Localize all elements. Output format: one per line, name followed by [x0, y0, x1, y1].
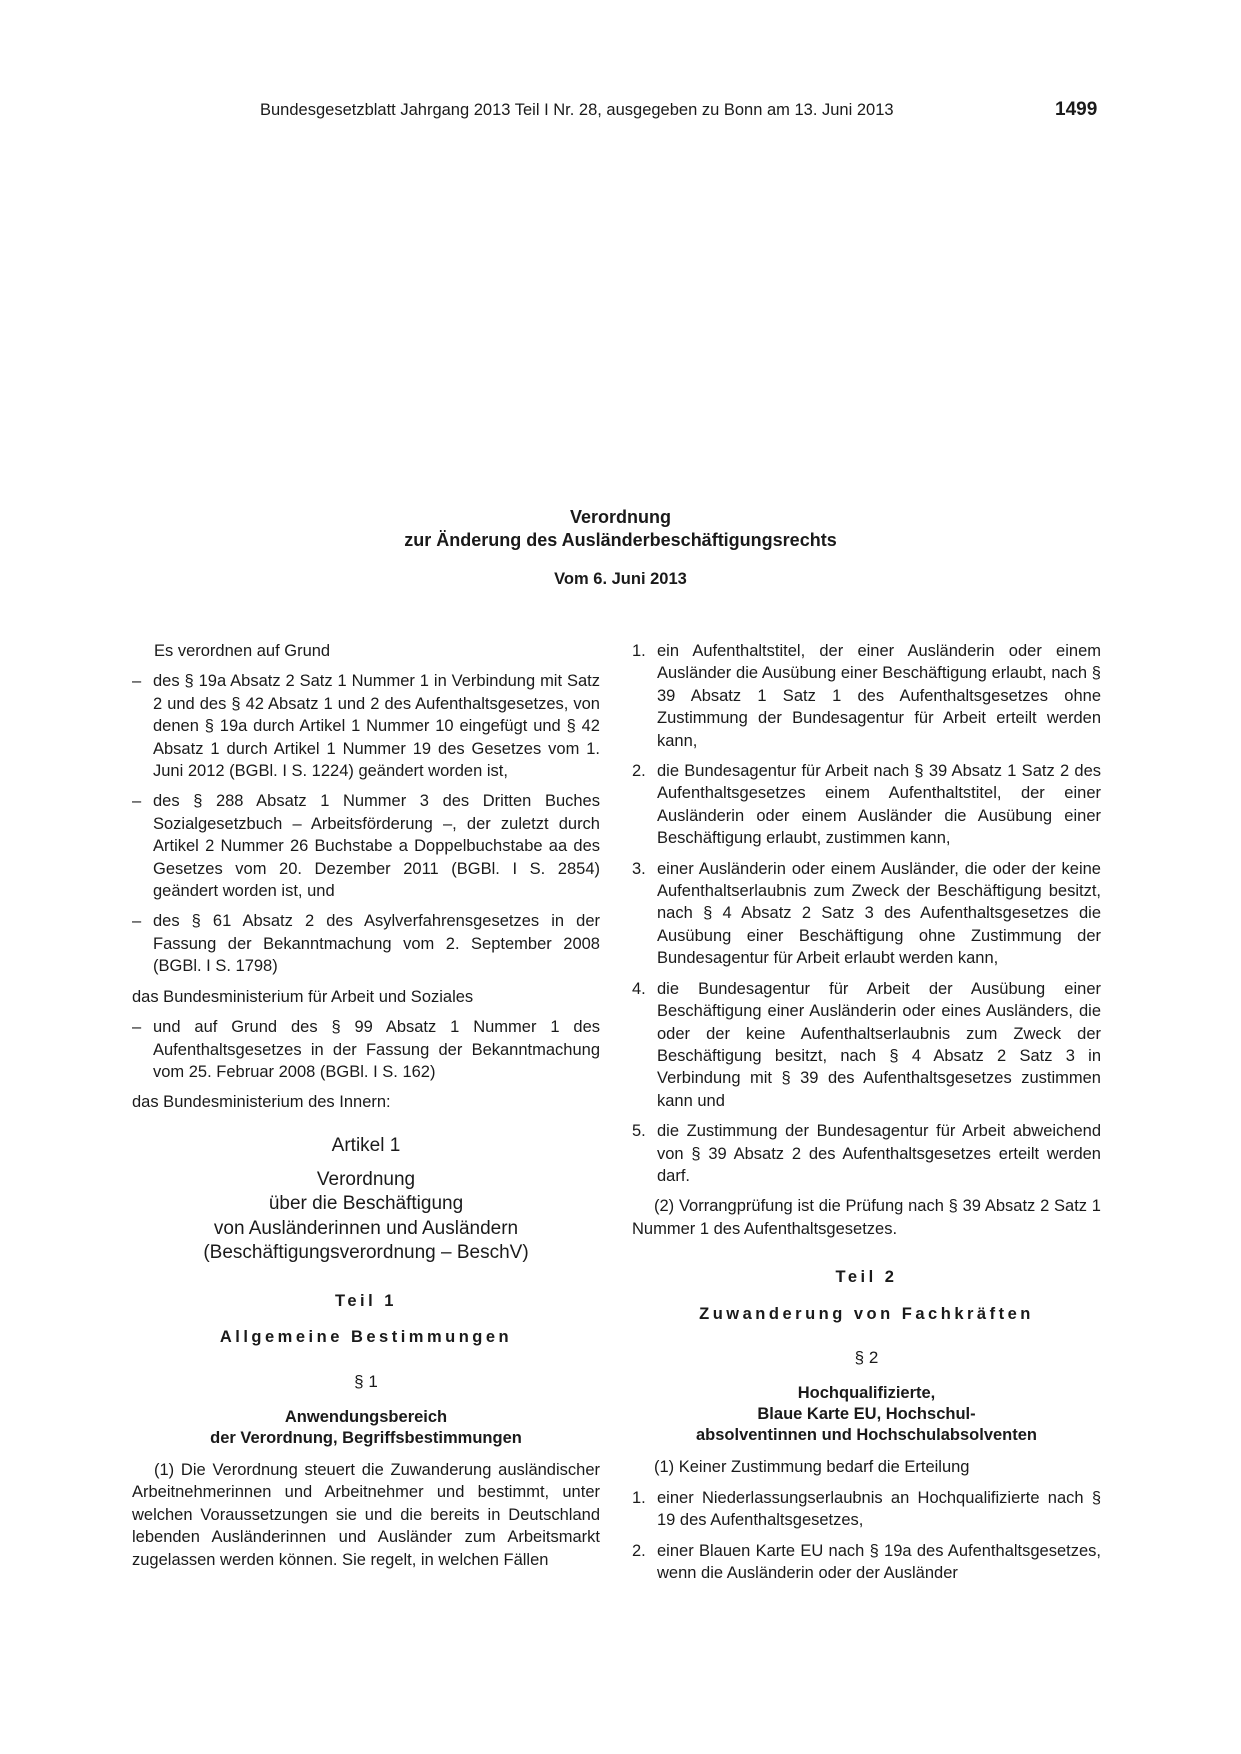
- numbered-item: 4. die Bundesagentur für Arbeit der Ausübung einer Beschäftigung einer Ausländerin oder eines Ausländers, die oder der keine Aufenthaltserlaubnis zum Zweck der Beschäftigung besitzt, nach § 4 Absatz 2 Satz 3 in Verbindung mit § 39 des Aufenthaltsgesetzes zustimmen kann und: [632, 979, 1101, 1110]
- page-number: 1499: [1055, 99, 1098, 120]
- doc-title: Verordnung: [569, 507, 671, 527]
- doc-date: Vom 6. Juni 2013: [554, 570, 687, 588]
- part-heading: Teil 2: [835, 1268, 898, 1287]
- legal-basis-item: – und auf Grund des § 99 Absatz 1 Nummer 1 des Aufenthaltsgesetzes in der Fassung der Bekanntmachung vom 25. Februar 2008 (BGBl. I S. 162): [132, 1018, 600, 1081]
- section-text: (1) Die Verordnung steuert die Zuwanderung ausländischer Arbeitnehmerinnen und Arbeitnehmer und bestimmt, unter welchen Voraussetzungen sie und die bereits in Deutschland lebenden Ausländerinnen und Ausländer zum Arbeitsmarkt zugelassen werden können. Sie regelt, in welchen Fällen: [132, 1460, 600, 1569]
- intro-text: Es verordnen auf Grund: [154, 642, 331, 660]
- section-title: Anwendungsbereich der Verordnung, Begriffsbestimmungen: [210, 1407, 522, 1447]
- left-column: [132, 640, 600, 1579]
- numbered-item: 2. die Bundesagentur für Arbeit nach § 39 Absatz 1 Satz 2 des Aufenthaltsgesetzes einem Aufenthaltstitel, der einer Ausländerin oder einem Ausländer die Ausübung einer Beschäftigung erlaubt, zustimmen kann,: [632, 762, 1101, 848]
- gazette-header: Bundesgesetzblatt Jahrgang 2013 Teil I Nr. 28, ausgegeben zu Bonn am 13. Juni 2013: [260, 101, 894, 119]
- legal-basis-item: – des § 288 Absatz 1 Nummer 3 des Dritten Buches Sozialgesetzbuch – Arbeitsförderung –, der zuletzt durch Artikel 2 Nummer 26 Buchstabe a Doppelbuchstabe aa des Gesetzes vom 20. Dezember 2011 (BGBl. I S. 2854) geändert worden ist, und: [132, 792, 600, 901]
- section-sign: § 2: [854, 1347, 879, 1367]
- legal-basis-item: – des § 61 Absatz 2 des Asylverfahrensgesetzes in der Fassung der Bekanntmachung vom 2. September 2008 (BGBl. I S. 1798): [132, 912, 600, 976]
- numbered-item: 1. einer Niederlassungserlaubnis an Hochqualifizierte nach § 19 des Aufenthaltsgesetzes,: [632, 1488, 1101, 1530]
- part-heading: Teil 1: [335, 1291, 397, 1310]
- article-heading: Artikel 1: [331, 1134, 401, 1156]
- part-title: Zuwanderung von Fachkräften: [699, 1304, 1034, 1323]
- article-title: Verordnung über die Beschäftigung von Ausländerinnen und Ausländern (Beschäftigungsverordnung – BeschV): [203, 1168, 529, 1264]
- numbered-item: 2. einer Blauen Karte EU nach § 19a des Aufenthaltsgesetzes, wenn die Ausländerin oder der Ausländer: [632, 1541, 1101, 1582]
- paragraph-2: (2) Vorrangprüfung ist die Prüfung nach § 39 Absatz 2 Satz 1 Nummer 1 des Aufenthaltsgesetzes.: [632, 1197, 1101, 1238]
- legal-basis-item: – des § 19a Absatz 2 Satz 1 Nummer 1 in Verbindung mit Satz 2 und des § 42 Absatz 1 und 2 des Aufenthaltsgesetzes, von denen § 19a durch Artikel 1 Nummer 10 eingefügt und § 42 Absatz 1 durch Artikel 1 Nummer 19 des Gesetzes vom 1. Juni 2012 (BGBl. I S. 1224) geändert worden ist,: [132, 672, 600, 781]
- section-sign: § 1: [354, 1371, 378, 1391]
- part-title: Allgemeine Bestimmungen: [219, 1328, 513, 1347]
- numbered-item: 3. einer Ausländerin oder einem Ausländer, die oder der keine Aufenthaltserlaubnis zum Zweck der Beschäftigung besitzt, nach § 4 Absatz 2 Satz 3 des Aufenthaltsgesetzes die Ausübung einer Beschäftigung ohne Zustimmung der Bundesagentur für Arbeit erlaubt werden kann,: [632, 859, 1101, 968]
- ministry-text: das Bundesministerium des Innern:: [132, 1093, 391, 1112]
- ministry-text: das Bundesministerium für Arbeit und Soziales: [132, 987, 474, 1006]
- title-block: [0, 506, 1241, 589]
- section-title: Hochqualifizierte, Blaue Karte EU, Hochschul- absolventinnen und Hochschulabsolventen: [695, 1384, 1038, 1445]
- doc-subtitle: zur Änderung des Ausländerbeschäftigungsrechts: [404, 530, 837, 550]
- page-header: [0, 101, 1241, 125]
- right-column: [632, 640, 1101, 1592]
- section-text: (1) Keiner Zustimmung bedarf die Erteilung: [654, 1458, 970, 1477]
- numbered-item: 5. die Zustimmung der Bundesagentur für Arbeit abweichend von § 39 Absatz 2 des Aufenthaltsgesetzes erteilt werden darf.: [632, 1122, 1101, 1185]
- numbered-item: 1. ein Aufenthaltstitel, der einer Ausländerin oder einem Ausländer die Ausübung einer Beschäftigung erlaubt, nach § 39 Absatz 1 Satz 1 des Aufenthaltsgesetzes ohne Zustimmung der Bundesagentur für Arbeit erteilt werden kann,: [632, 642, 1101, 750]
